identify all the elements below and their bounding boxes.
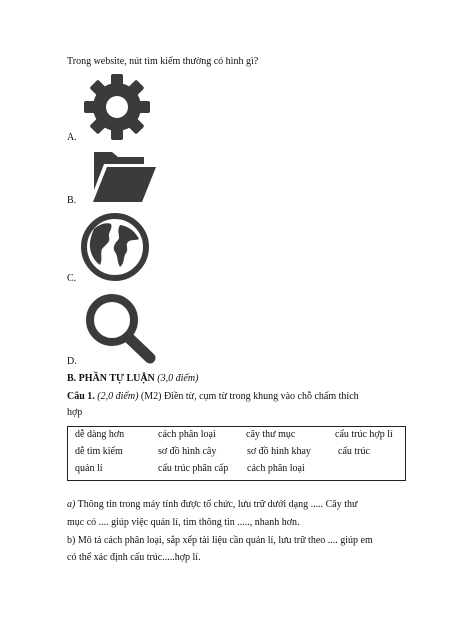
gear-icon (82, 72, 152, 142)
section-heading (67, 372, 198, 385)
section-points: (3,0 điểm) (157, 373, 199, 384)
globe-icon (80, 212, 150, 282)
cau1-points: (2,0 điểm) (97, 391, 139, 402)
word-box-item: cách phân loại (158, 429, 216, 440)
word-box-item: sơ đồ hình khay (247, 446, 311, 457)
part-a-line2: mục có .... giúp việc quản lí, tìm thông tin ....., nhanh hơn. (67, 517, 300, 528)
option-b-label: B. (67, 195, 77, 206)
part-b-line1: b) Mô tả cách phân loại, sắp xếp tài liệu cần quản lí, lưu trữ theo .... giúp em (67, 535, 373, 546)
word-box-item: cách phân loại (247, 463, 305, 474)
word-box-item: cấu trúc (338, 446, 370, 457)
search-icon (80, 290, 160, 364)
word-box-item: cấu trúc hợp lí (335, 429, 393, 440)
word-box (67, 426, 406, 481)
word-box-item: dễ tìm kiếm (75, 446, 123, 457)
option-d-label: D. (67, 356, 77, 367)
section-title: B. PHẦN TỰ LUẬN (67, 373, 155, 384)
word-box-item: cây thư mục (246, 429, 296, 440)
part-a-prefix: a) (67, 499, 76, 510)
word-box-item: sơ đồ hình cây (158, 446, 217, 457)
word-box-item: dễ dàng hơn (75, 429, 125, 440)
part-a-text: Thông tin trong máy tính được tổ chức, lưu trữ dưới dạng ..... Cây thư (75, 499, 358, 510)
option-c-label: C. (67, 273, 77, 284)
option-a-label: A. (67, 132, 77, 143)
cau1-line2: hợp (67, 407, 83, 418)
cau1-line1 (67, 390, 359, 403)
cau1-text: (M2) Điền từ, cụm từ trong khung vào chỗ chấm thích (140, 391, 359, 402)
part-a-line1 (67, 498, 357, 511)
cau1-label: Câu 1. (67, 391, 95, 402)
word-box-item: quản lí (75, 463, 103, 474)
folder-open-icon (90, 148, 158, 204)
question-text: Trong website, nút tìm kiếm thường có hình gì? (67, 56, 259, 67)
word-box-item: cấu trúc phân cấp (158, 463, 229, 474)
part-b-line2: có thể xác định cấu trúc.....hợp lí. (67, 552, 201, 563)
